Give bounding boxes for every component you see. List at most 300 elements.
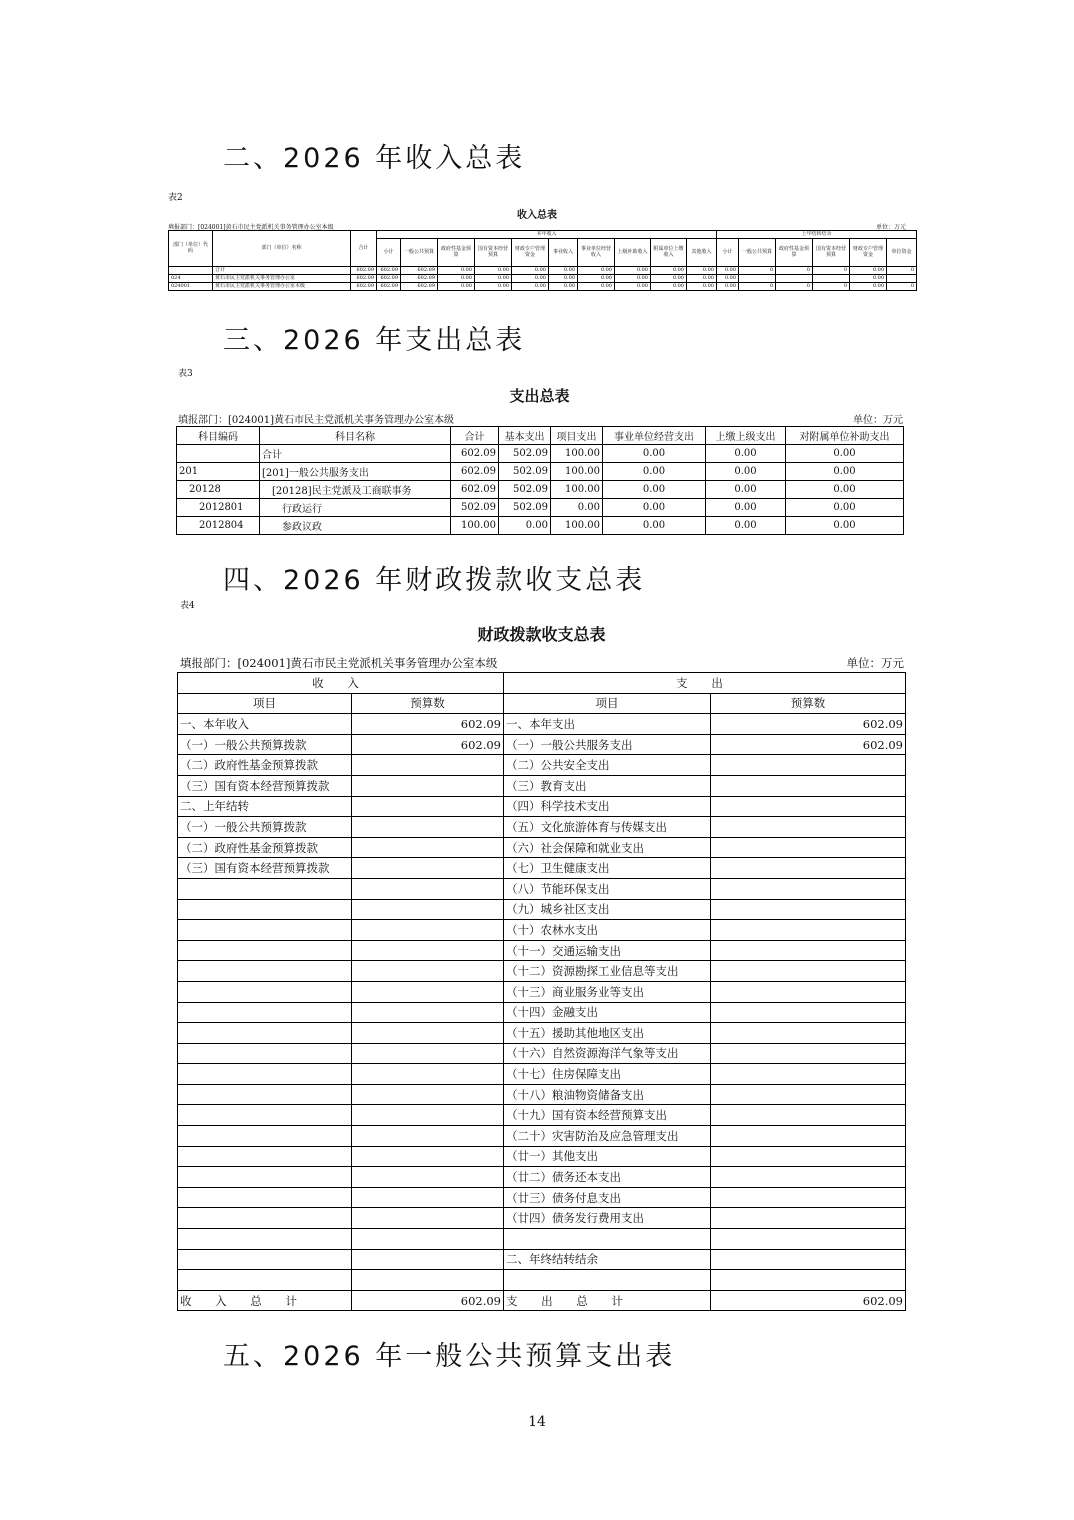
income-item-header: 项目 xyxy=(178,693,352,714)
value-cell: 0.00 xyxy=(786,463,904,481)
col-this-year-6: 事业单位经营收入 xyxy=(578,239,615,267)
expense-summary-table xyxy=(176,426,904,535)
value-cell: 0.00 xyxy=(687,275,717,283)
value-cell: 0.00 xyxy=(438,267,475,275)
table-row xyxy=(178,1023,906,1044)
col-this-year-3: 国有资本经营预算 xyxy=(475,239,512,267)
value-cell: 0.00 xyxy=(706,481,786,499)
value-cell: 100.00 xyxy=(551,463,603,481)
value-cell: 100.00 xyxy=(551,481,603,499)
col-this-year-2: 政府性基金预算 xyxy=(438,239,475,267)
value-cell: 0.00 xyxy=(551,499,603,517)
value-cell: 0 xyxy=(776,283,813,291)
income-value-cell xyxy=(352,1208,504,1229)
dept-name-cell: 合计 xyxy=(213,267,351,275)
value-cell xyxy=(776,275,813,283)
income-budget-header: 预算数 xyxy=(352,693,504,714)
column-header: 事业单位经营支出 xyxy=(603,427,706,445)
table-row xyxy=(178,1146,906,1167)
income-item-cell: （三）国有资本经营预算拨款 xyxy=(178,775,352,796)
table-row xyxy=(177,445,904,463)
expense-item-cell: 二、年终结转结余 xyxy=(504,1249,711,1270)
column-header: 合计 xyxy=(451,427,499,445)
section4-unit-label: 填报部门：[024001]黄石市民主党派机关事务管理办公室本级 xyxy=(180,656,498,670)
col-last-year-4: 财政专户管理资金 xyxy=(850,239,887,267)
value-cell xyxy=(739,275,776,283)
expense-value-cell xyxy=(711,899,906,920)
table-row xyxy=(178,1229,906,1250)
income-value-cell xyxy=(352,920,504,941)
expense-item-cell: （五）文化旅游体育与传媒支出 xyxy=(504,817,711,838)
income-item-cell: 二、上年结转 xyxy=(178,796,352,817)
income-item-cell: （一）一般公共预算拨款 xyxy=(178,734,352,755)
income-header: 收 入 xyxy=(178,673,504,694)
table-row xyxy=(178,1105,906,1126)
expense-value-cell xyxy=(711,1187,906,1208)
table-row xyxy=(178,775,906,796)
income-value-cell xyxy=(352,940,504,961)
code-cell xyxy=(177,445,260,463)
value-cell: 0.00 xyxy=(717,283,739,291)
table-row xyxy=(178,940,906,961)
table-row xyxy=(178,1126,906,1147)
expense-item-cell: （六）社会保障和就业支出 xyxy=(504,837,711,858)
value-cell: 602.09 xyxy=(377,283,401,291)
expense-item-cell: （十五）援助其他地区支出 xyxy=(504,1023,711,1044)
expense-item-cell: （十八）粮油物资储备支出 xyxy=(504,1084,711,1105)
value-cell: 0.00 xyxy=(475,283,512,291)
income-value-cell xyxy=(352,961,504,982)
income-item-cell xyxy=(178,1270,352,1291)
value-cell: 0 xyxy=(739,267,776,275)
value-cell: 0.00 xyxy=(603,445,706,463)
section3-table-title: 支出总表 xyxy=(509,387,570,405)
expense-item-cell: （十九）国有资本经营预算支出 xyxy=(504,1105,711,1126)
table-row xyxy=(177,463,904,481)
income-item-cell xyxy=(178,878,352,899)
value-cell: 602.09 xyxy=(451,463,499,481)
col-group-last-year: 上年结转结余 xyxy=(717,231,917,239)
expense-item-cell: （三）教育支出 xyxy=(504,775,711,796)
column-header: 上缴上级支出 xyxy=(706,427,786,445)
income-value-cell xyxy=(352,837,504,858)
value-cell: 502.09 xyxy=(499,499,551,517)
value-cell: 602.09 xyxy=(401,283,438,291)
income-item-cell: （二）政府性基金预算拨款 xyxy=(178,837,352,858)
expense-item-cell: （二）公共安全支出 xyxy=(504,755,711,776)
section3-unit: 单位：万元 xyxy=(853,415,903,426)
col-dept-code: 部门（单位）代码 xyxy=(169,231,213,267)
expense-value-cell xyxy=(711,961,906,982)
expense-item-cell: （十）农林水支出 xyxy=(504,920,711,941)
table-row xyxy=(178,920,906,941)
value-cell: 0.00 xyxy=(578,275,615,283)
income-item-cell: （三）国有资本经营预算拨款 xyxy=(178,858,352,879)
expense-value-cell xyxy=(711,1043,906,1064)
income-value-cell xyxy=(352,878,504,899)
income-item-cell xyxy=(178,1105,352,1126)
table-row xyxy=(178,714,906,735)
expense-value-cell xyxy=(711,796,906,817)
income-item-cell xyxy=(178,1249,352,1270)
expense-value-cell xyxy=(711,1002,906,1023)
expense-item-cell: （二十）灾害防治及应急管理支出 xyxy=(504,1126,711,1147)
value-cell: 0.00 xyxy=(687,267,717,275)
income-item-cell: 一、本年收入 xyxy=(178,714,352,735)
table-row xyxy=(178,1084,906,1105)
expense-item-cell xyxy=(504,1270,711,1291)
table-row xyxy=(178,899,906,920)
table-row xyxy=(177,499,904,517)
col-total: 合计 xyxy=(351,231,377,267)
value-cell: 0 xyxy=(813,267,850,275)
value-cell: 0.00 xyxy=(549,275,578,283)
expense-item-cell: （廿二）债务还本支出 xyxy=(504,1167,711,1188)
expense-value-cell xyxy=(711,981,906,1002)
income-item-cell: （一）一般公共预算拨款 xyxy=(178,817,352,838)
value-cell: 0.00 xyxy=(717,267,739,275)
table-row xyxy=(177,517,904,535)
section4-unit: 单位：万元 xyxy=(846,656,904,670)
page-number: 14 xyxy=(528,1414,546,1430)
expense-value-cell xyxy=(711,775,906,796)
table-row xyxy=(178,1208,906,1229)
table-row xyxy=(178,878,906,899)
value-cell: 602.09 xyxy=(377,275,401,283)
expense-value-cell xyxy=(711,1270,906,1291)
income-value-cell xyxy=(352,1167,504,1188)
income-value-cell xyxy=(352,1043,504,1064)
section5-heading: 五、2026 年一般公共预算支出表 xyxy=(223,1341,676,1372)
section2-table-title: 收入总表 xyxy=(517,210,557,221)
value-cell: 0 xyxy=(887,283,917,291)
income-value-cell: 602.09 xyxy=(352,734,504,755)
expense-item-cell: （十六）自然资源海洋气象等支出 xyxy=(504,1043,711,1064)
expense-item-cell: （十七）住房保障支出 xyxy=(504,1064,711,1085)
expense-item-cell: （十四）金融支出 xyxy=(504,1002,711,1023)
income-value-cell xyxy=(352,1187,504,1208)
income-value-cell xyxy=(352,858,504,879)
expense-item-cell: （九）城乡社区支出 xyxy=(504,899,711,920)
expense-item-cell: （八）节能环保支出 xyxy=(504,878,711,899)
column-header: 基本支出 xyxy=(499,427,551,445)
table-row xyxy=(178,817,906,838)
section2-unit-label: 填报部门：[024001]黄石市民主党派机关事务管理办公室本级 xyxy=(168,224,334,231)
value-cell: 0.00 xyxy=(687,283,717,291)
expense-budget-header: 预算数 xyxy=(711,693,906,714)
value-cell: 0.00 xyxy=(786,499,904,517)
col-dept-name: 部门（单位）名称 xyxy=(213,231,351,267)
value-cell: 0.00 xyxy=(549,267,578,275)
expense-value-cell xyxy=(711,817,906,838)
expense-item-header: 项目 xyxy=(504,693,711,714)
income-value-cell xyxy=(352,1146,504,1167)
income-value-cell xyxy=(352,981,504,1002)
col-last-year-1: 一般公共预算 xyxy=(739,239,776,267)
income-summary-table xyxy=(168,230,917,291)
value-cell: 0.00 xyxy=(786,481,904,499)
fiscal-appropriation-table xyxy=(177,672,906,1311)
income-value-cell xyxy=(352,796,504,817)
col-this-year-1: 一般公共预算 xyxy=(401,239,438,267)
table-row xyxy=(178,1270,906,1291)
table-row xyxy=(178,1187,906,1208)
value-cell: 0.00 xyxy=(438,275,475,283)
total-cell: 602.09 xyxy=(351,283,377,291)
value-cell: 100.00 xyxy=(551,445,603,463)
value-cell: 100.00 xyxy=(451,517,499,535)
column-header: 科目编码 xyxy=(177,427,260,445)
expense-value-cell xyxy=(711,1064,906,1085)
table-row xyxy=(178,858,906,879)
expense-item-cell: （十三）商业服务业等支出 xyxy=(504,981,711,1002)
income-item-cell xyxy=(178,1208,352,1229)
section3-unit-label: 填报部门：[024001]黄石市民主党派机关事务管理办公室本级 xyxy=(178,415,454,426)
value-cell: 0.00 xyxy=(786,517,904,535)
value-cell: 0.00 xyxy=(706,445,786,463)
value-cell: 0.00 xyxy=(603,499,706,517)
value-cell: 0.00 xyxy=(438,283,475,291)
expense-value-cell: 602.09 xyxy=(711,714,906,735)
expense-header: 支 出 xyxy=(504,673,906,694)
code-cell: 201 xyxy=(177,463,260,481)
value-cell: 0.00 xyxy=(549,283,578,291)
income-item-cell xyxy=(178,1187,352,1208)
value-cell: 0.00 xyxy=(615,283,651,291)
expense-value-cell xyxy=(711,858,906,879)
income-item-cell: （二）政府性基金预算拨款 xyxy=(178,755,352,776)
value-cell: 0.00 xyxy=(651,275,687,283)
value-cell: 0.00 xyxy=(706,463,786,481)
col-this-year-0: 小计 xyxy=(377,239,401,267)
income-value-cell xyxy=(352,1126,504,1147)
income-value-cell xyxy=(352,1229,504,1250)
table-row xyxy=(178,1064,906,1085)
table-row xyxy=(178,981,906,1002)
table-row xyxy=(178,1002,906,1023)
col-last-year-2: 政府性基金预算 xyxy=(776,239,813,267)
table-row xyxy=(178,796,906,817)
income-item-cell xyxy=(178,899,352,920)
value-cell: 602.09 xyxy=(401,267,438,275)
expense-item-cell: 一、本年支出 xyxy=(504,714,711,735)
col-this-year-8: 附属单位上缴收入 xyxy=(651,239,687,267)
value-cell: 0.00 xyxy=(512,267,549,275)
section2-heading: 二、2026 年收入总表 xyxy=(223,143,526,174)
dept-code-cell: 024001 xyxy=(169,283,213,291)
col-this-year-5: 事业收入 xyxy=(549,239,578,267)
value-cell: 602.09 xyxy=(451,445,499,463)
income-item-cell xyxy=(178,1002,352,1023)
income-item-cell xyxy=(178,1167,352,1188)
section2-tag: 表2 xyxy=(168,193,183,203)
value-cell: 0.00 xyxy=(603,517,706,535)
expense-value-cell xyxy=(711,1126,906,1147)
col-last-year-0: 小计 xyxy=(717,239,739,267)
value-cell: 0 xyxy=(776,267,813,275)
expense-value-cell xyxy=(711,878,906,899)
income-item-cell xyxy=(178,1084,352,1105)
expense-item-cell: （一）一般公共服务支出 xyxy=(504,734,711,755)
income-value-cell xyxy=(352,1249,504,1270)
table-row xyxy=(169,275,917,283)
value-cell: 100.00 xyxy=(551,517,603,535)
value-cell: 0 xyxy=(887,267,917,275)
value-cell: 602.09 xyxy=(377,267,401,275)
name-cell: 合计 xyxy=(260,445,451,463)
column-header: 科目名称 xyxy=(260,427,451,445)
section4-heading: 四、2026 年财政拨款收支总表 xyxy=(223,565,646,596)
section4-table-title: 财政拨款收支总表 xyxy=(477,625,606,644)
name-cell: [20128]民主党派及工商联事务 xyxy=(260,481,451,499)
expense-item-cell: （七）卫生健康支出 xyxy=(504,858,711,879)
value-cell: 0.00 xyxy=(706,499,786,517)
total-cell: 602.09 xyxy=(351,275,377,283)
table-row xyxy=(178,734,906,755)
table-row xyxy=(169,283,917,291)
expense-item-cell: （廿一）其他支出 xyxy=(504,1146,711,1167)
table-row xyxy=(169,267,917,275)
value-cell: 502.09 xyxy=(499,481,551,499)
value-cell: 602.09 xyxy=(451,481,499,499)
expense-value-cell xyxy=(711,1208,906,1229)
expense-item-cell xyxy=(504,1229,711,1250)
dept-code-cell xyxy=(169,267,213,275)
section3-heading: 三、2026 年支出总表 xyxy=(223,325,526,356)
col-this-year-9: 其他收入 xyxy=(687,239,717,267)
value-cell: 0.00 xyxy=(475,267,512,275)
income-item-cell xyxy=(178,1146,352,1167)
dept-name-cell: 黄石市民主党派机关事务管理办公室 xyxy=(213,275,351,283)
col-this-year-4: 财政专户管理资金 xyxy=(512,239,549,267)
code-cell: 2012804 xyxy=(177,517,260,535)
value-cell: 502.09 xyxy=(451,499,499,517)
value-cell: 0.00 xyxy=(603,481,706,499)
dept-name-cell: 黄石市民主党派机关事务管理办公室本级 xyxy=(213,283,351,291)
expense-value-cell xyxy=(711,920,906,941)
expense-item-cell: （十一）交通运输支出 xyxy=(504,940,711,961)
income-value-cell xyxy=(352,1064,504,1085)
section3-tag: 表3 xyxy=(178,369,193,379)
value-cell: 502.09 xyxy=(499,445,551,463)
table-row xyxy=(178,755,906,776)
income-value-cell: 602.09 xyxy=(352,714,504,735)
section2-unit: 单位：万元 xyxy=(875,224,906,231)
value-cell: 0.00 xyxy=(706,517,786,535)
value-cell: 0.00 xyxy=(651,267,687,275)
expense-value-cell xyxy=(711,1146,906,1167)
value-cell: 0.00 xyxy=(850,267,887,275)
value-cell: 0.00 xyxy=(615,275,651,283)
value-cell: 0.00 xyxy=(850,275,887,283)
col-last-year-3: 国有资本经营预算 xyxy=(813,239,850,267)
income-value-cell xyxy=(352,1270,504,1291)
value-cell: 0.00 xyxy=(512,283,549,291)
income-item-cell xyxy=(178,920,352,941)
value-cell: 0 xyxy=(813,283,850,291)
income-value-cell xyxy=(352,1084,504,1105)
value-cell: 0.00 xyxy=(850,283,887,291)
dept-code-cell: 024 xyxy=(169,275,213,283)
total-expense-value: 602.09 xyxy=(711,1290,906,1311)
expense-item-cell: （四）科学技术支出 xyxy=(504,796,711,817)
table-row xyxy=(178,961,906,982)
value-cell: 0.00 xyxy=(475,275,512,283)
income-item-cell xyxy=(178,1064,352,1085)
table-row xyxy=(178,1043,906,1064)
table-row xyxy=(178,1167,906,1188)
name-cell: 行政运行 xyxy=(260,499,451,517)
income-value-cell xyxy=(352,775,504,796)
income-item-cell xyxy=(178,1126,352,1147)
col-group-this-year: 本年收入 xyxy=(377,231,717,239)
expense-value-cell: 602.09 xyxy=(711,734,906,755)
col-this-year-7: 上级补助收入 xyxy=(615,239,651,267)
name-cell: 参政议政 xyxy=(260,517,451,535)
table-row xyxy=(177,481,904,499)
table-row xyxy=(178,1249,906,1270)
value-cell: 0.00 xyxy=(578,267,615,275)
expense-item-cell: （廿四）债务发行费用支出 xyxy=(504,1208,711,1229)
income-item-cell xyxy=(178,961,352,982)
expense-value-cell xyxy=(711,1249,906,1270)
value-cell xyxy=(813,275,850,283)
expense-value-cell xyxy=(711,755,906,776)
value-cell: 0.00 xyxy=(786,445,904,463)
value-cell: 0 xyxy=(739,283,776,291)
value-cell: 502.09 xyxy=(499,463,551,481)
income-item-cell xyxy=(178,1043,352,1064)
expense-item-cell: （廿三）债务付息支出 xyxy=(504,1187,711,1208)
value-cell: 0.00 xyxy=(512,275,549,283)
value-cell xyxy=(887,275,917,283)
income-value-cell xyxy=(352,1002,504,1023)
section4-tag: 表4 xyxy=(180,601,195,611)
income-item-cell xyxy=(178,1023,352,1044)
income-value-cell xyxy=(352,1023,504,1044)
total-income-value: 602.09 xyxy=(352,1290,504,1311)
total-income-label: 收 入 总 计 xyxy=(178,1290,352,1311)
total-cell: 602.09 xyxy=(351,267,377,275)
income-value-cell xyxy=(352,1105,504,1126)
income-value-cell xyxy=(352,899,504,920)
income-item-cell xyxy=(178,940,352,961)
total-expense-label: 支 出 总 计 xyxy=(504,1290,711,1311)
expense-value-cell xyxy=(711,1023,906,1044)
code-cell: 2012801 xyxy=(177,499,260,517)
expense-value-cell xyxy=(711,837,906,858)
expense-value-cell xyxy=(711,1229,906,1250)
income-item-cell xyxy=(178,1229,352,1250)
expense-value-cell xyxy=(711,1167,906,1188)
value-cell: 0.00 xyxy=(603,463,706,481)
name-cell: [201]一般公共服务支出 xyxy=(260,463,451,481)
expense-value-cell xyxy=(711,1105,906,1126)
expense-value-cell xyxy=(711,940,906,961)
income-item-cell xyxy=(178,981,352,1002)
value-cell: 0.00 xyxy=(499,517,551,535)
col-last-year-5: 单位资金 xyxy=(887,239,917,267)
value-cell: 0.00 xyxy=(651,283,687,291)
income-value-cell xyxy=(352,755,504,776)
code-cell: 20128 xyxy=(177,481,260,499)
income-value-cell xyxy=(352,817,504,838)
column-header: 项目支出 xyxy=(551,427,603,445)
table-row xyxy=(178,837,906,858)
expense-value-cell xyxy=(711,1084,906,1105)
value-cell: 0.00 xyxy=(717,275,739,283)
column-header: 对附属单位补助支出 xyxy=(786,427,904,445)
